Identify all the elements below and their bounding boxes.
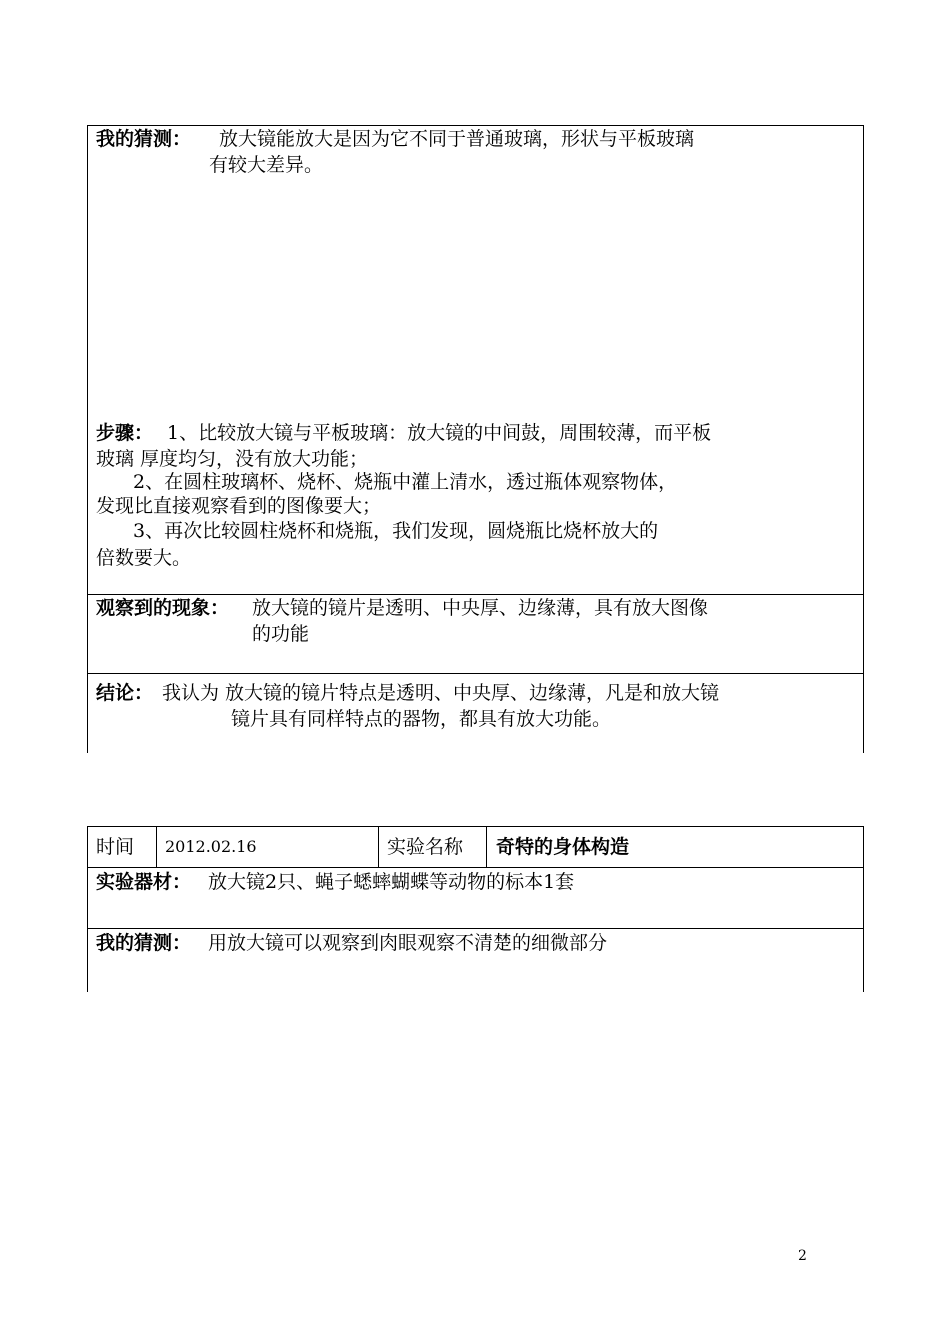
table2-col-divider-1 — [156, 826, 157, 868]
table2-top-border — [87, 826, 864, 827]
steps-line-1: 1、比较放大镜与平板玻璃：放大镜的中间鼓，周围较薄，而平板 — [167, 422, 712, 444]
table2-col-divider-2 — [378, 826, 379, 868]
page-number: 2 — [798, 1248, 807, 1264]
experiment-name-value: 奇特的身体构造 — [496, 836, 630, 858]
table2-left-border — [87, 826, 88, 992]
observation-line-2: 的功能 — [252, 623, 310, 645]
steps-line-4: 发现比直接观察看到的图像要大； — [96, 495, 382, 517]
time-value: 2012.02.16 — [165, 837, 257, 856]
conclusion-label: 结论： — [96, 682, 154, 704]
table2-guess-value: 用放大镜可以观察到肉眼观察不清楚的细微部分 — [208, 932, 608, 954]
table1-right-border — [863, 125, 864, 753]
steps-label: 步骤： — [96, 422, 154, 444]
table2-col-divider-3 — [486, 826, 487, 868]
guess-text-line-2: 有较大差异。 — [209, 154, 324, 176]
steps-line-2: 玻璃 厚度均匀，没有放大功能； — [96, 448, 369, 470]
steps-line-3: 2、在圆柱玻璃杯、烧杯、烧瓶中灌上清水，透过瓶体观察物体， — [133, 471, 678, 493]
observation-line-1: 放大镜的镜片是透明、中央厚、边缘薄，具有放大图像 — [252, 597, 709, 619]
table2-guess-label: 我的猜测： — [96, 932, 192, 954]
time-label: 时间 — [96, 836, 135, 858]
steps-line-5: 3、再次比较圆柱烧杯和烧瓶，我们发现，圆烧瓶比烧杯放大的 — [133, 520, 659, 542]
table1-divider-observation-conclusion — [87, 673, 864, 674]
table2-right-border — [863, 826, 864, 992]
conclusion-line-2: 镜片具有同样特点的器物，都具有放大功能。 — [231, 708, 612, 730]
observation-label: 观察到的现象： — [96, 597, 230, 619]
table1-left-border — [87, 125, 88, 753]
conclusion-line-1: 我认为 放大镜的镜片特点是透明、中央厚、边缘薄，凡是和放大镜 — [162, 682, 720, 704]
materials-value: 放大镜2只、蝇子蟋蟀蝴蝶等动物的标本1套 — [208, 871, 575, 893]
guess-text-line-1: 放大镜能放大是因为它不同于普通玻璃，形状与平板玻璃 — [219, 128, 695, 150]
guess-label: 我的猜测： — [96, 128, 192, 150]
materials-label: 实验器材： — [96, 871, 192, 893]
table2-header-bottom-border — [87, 867, 864, 868]
steps-line-6: 倍数要大。 — [96, 547, 192, 569]
experiment-name-label: 实验名称 — [387, 836, 464, 858]
table2-divider-materials-guess — [87, 928, 864, 929]
